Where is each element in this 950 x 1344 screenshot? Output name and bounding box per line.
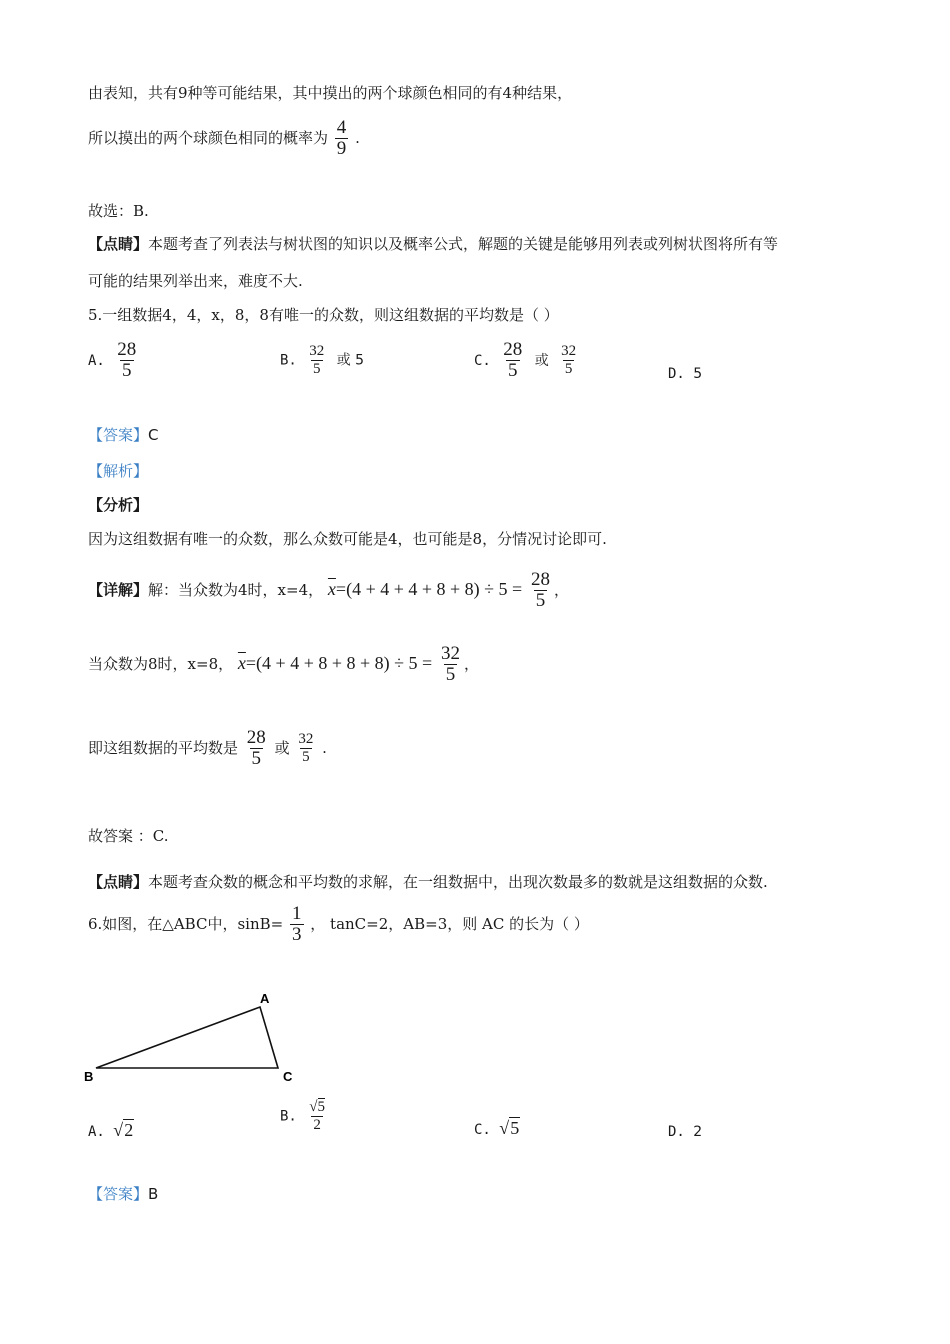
option-label: B.: [280, 1108, 297, 1125]
text: 解：当众数为4时，x=4，: [148, 580, 324, 599]
option-label: A.: [88, 352, 105, 369]
text: ， tanC=2，AB=3，则 AC 的长为（ ）: [310, 914, 589, 933]
q6-option-d: [668, 1124, 702, 1140]
question-6: [88, 904, 589, 946]
fraction: [501, 340, 524, 382]
denominator: 9: [336, 137, 347, 159]
numerator: 32: [309, 343, 325, 359]
denominator: 5: [535, 589, 546, 611]
radicand: 5: [510, 1118, 520, 1138]
q6-option-c: [474, 1118, 520, 1139]
detail-tag: 【详解】: [88, 580, 149, 599]
text-line: 故选：B.: [88, 202, 149, 220]
numerator: 28: [117, 339, 137, 360]
denominator: 5: [302, 749, 310, 766]
q5-option-b: [280, 344, 364, 377]
text: ，: [553, 580, 569, 599]
vertex-label-b: B: [84, 1069, 94, 1084]
radical-sign: √: [309, 1099, 318, 1115]
radicand: 5: [317, 1099, 326, 1115]
text: 当众数为8时，x=8，: [88, 654, 234, 673]
vertex-label-a: A: [260, 991, 270, 1006]
radical-sign: √: [499, 1118, 510, 1138]
numerator: 32: [561, 343, 577, 360]
expression: =(4 + 4 + 8 + 8 + 8) ÷ 5 =: [245, 652, 433, 673]
triangle-figure: [80, 985, 320, 1090]
numerator: 28: [530, 569, 550, 590]
text: 即这组数据的平均数是: [88, 738, 239, 757]
fraction: [307, 1100, 327, 1133]
option-label: B.: [280, 352, 297, 369]
denominator: 5: [251, 747, 262, 769]
fraction: [529, 570, 552, 612]
question-5: 5.一组数据4，4，x，8，8有唯一的众数，则这组数据的平均数是（ ）: [88, 306, 559, 324]
denominator: 5: [508, 359, 518, 381]
radicand: 2: [124, 1120, 134, 1140]
text: 本题考查众数的概念和平均数的求解，在一组数据中，出现次数最多的数就是这组数据的众数.: [148, 873, 768, 891]
vertex-label-c: C: [283, 1069, 293, 1084]
text: ，: [463, 654, 479, 673]
option-label: A.: [88, 1124, 105, 1140]
triangle-abc: [96, 1007, 278, 1068]
probability-line: [88, 118, 360, 160]
radical-sign: √: [113, 1120, 124, 1140]
numerator: 4: [336, 117, 347, 138]
denominator: 3: [292, 923, 302, 945]
numerator: 28: [246, 727, 266, 748]
denominator: 5: [445, 663, 456, 685]
comment-line: [88, 233, 778, 254]
option-label: D.: [668, 1124, 685, 1140]
numerator: [307, 1100, 327, 1116]
option-label: D.: [668, 366, 685, 382]
fenxi-tag: 【分析】: [88, 496, 149, 514]
detail-line-3: [88, 728, 327, 770]
fraction: [245, 728, 268, 770]
option-value: 2: [693, 1124, 703, 1140]
final-answer-line: 故答案 ：C.: [88, 827, 169, 845]
text: 6.如图，在△ABC中，sinB=: [88, 914, 284, 933]
option-value: 5: [693, 366, 703, 382]
detail-line-1: [88, 570, 569, 612]
fraction: [439, 644, 462, 686]
q5-option-c: [474, 340, 580, 382]
q5-option-a: [88, 340, 140, 382]
text-line: 可能的结果列举出来，难度不大.: [88, 272, 303, 290]
answer-value: B: [148, 1185, 159, 1203]
answer-5: [88, 424, 159, 445]
expression: =(4 + 4 + 4 + 8 + 8) ÷ 5 =: [335, 578, 523, 599]
text: 所以摸出的两个球颜色相同的概率为: [88, 128, 329, 147]
numerator: 1: [292, 903, 302, 924]
numerator: 32: [440, 643, 460, 664]
fraction: [296, 732, 315, 765]
denominator: 2: [313, 1116, 321, 1133]
answer-tag: 【答案】: [88, 1185, 149, 1203]
text: .: [322, 738, 327, 757]
mean-symbol: $\overline{x}$: [237, 652, 246, 673]
fraction: [335, 118, 349, 160]
numerator: 28: [503, 339, 523, 360]
sqrt: [113, 1119, 134, 1140]
option-label: C.: [474, 352, 491, 369]
denominator: 5: [564, 361, 573, 378]
text-line: 由表知，共有9种等可能结果，其中摸出的两个球颜色相同的有4种结果，: [88, 84, 573, 102]
q5-option-d: [668, 366, 702, 382]
detail-line-2: [88, 644, 479, 686]
fraction: [290, 904, 304, 946]
q6-option-b: [280, 1100, 329, 1133]
text: 或: [274, 738, 290, 757]
fraction: [307, 344, 326, 377]
fraction: [559, 344, 578, 377]
text: 或 5: [336, 352, 365, 369]
mean-symbol: $\overline{x}$: [327, 578, 336, 599]
text: 或: [534, 352, 549, 369]
fraction: [115, 340, 138, 382]
comment-tag: 【点睛】: [88, 873, 149, 891]
q6-option-a: [88, 1120, 134, 1141]
fenxi-text: 因为这组数据有唯一的众数，那么众数可能是4，也可能是8，分情况讨论即可.: [88, 530, 607, 548]
answer-value: C: [148, 426, 159, 444]
denominator: 5: [122, 359, 132, 381]
answer-tag: 【答案】: [88, 426, 149, 444]
answer-6: [88, 1183, 158, 1204]
denominator: 5: [313, 360, 321, 377]
comment-line-2: [88, 871, 768, 892]
sqrt: [499, 1117, 520, 1138]
text: .: [355, 128, 360, 147]
numerator: 32: [298, 731, 314, 748]
option-label: C.: [474, 1122, 491, 1138]
text: 本题考查了列表法与树状图的知识以及概率公式，解题的关键是能够用列表或列树状图将所有等: [148, 235, 779, 253]
analysis-tag: 【解析】: [88, 462, 149, 480]
comment-tag: 【点睛】: [88, 235, 149, 253]
